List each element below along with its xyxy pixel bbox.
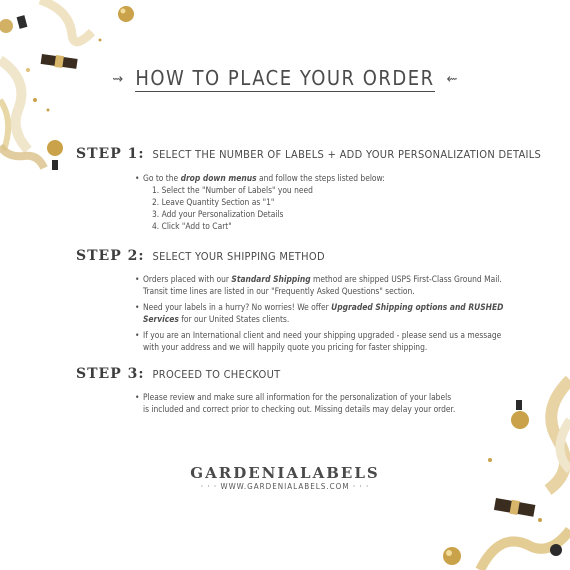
step-heading: SELECT THE NUMBER OF LABELS + ADD YOUR PERSONALIZATION DETAILS [152,148,542,161]
step-label: STEP 1: [76,146,145,162]
gold-ornament-icon [118,6,134,22]
step-1-header [76,146,541,162]
confetti-icon [17,15,28,29]
step-3-header [76,366,280,382]
list-item: • Need your labels in a hurry? No worries! We offer Upgraded Shipping options and RUSHED [135,302,504,312]
step-heading: SELECT YOUR SHIPPING METHOD [152,250,325,263]
substep-item: 4. Click "Add to Cart" [152,221,232,231]
list-item-continuation: Transit time lines are listed in our "Frequently Asked Questions" section. [143,286,415,296]
step-1-body [133,172,518,232]
brand-url[interactable]: · · · WWW.GARDENIALABELS.COM · · · [200,482,370,491]
page-header [0,66,570,92]
gold-ornament-icon [47,140,63,156]
substep-item: 3. Add your Personalization Details [152,209,284,219]
gold-ornament-icon [443,547,461,565]
ribbon-bow-icon [494,497,536,518]
page-title: HOW TO PLACE YOUR ORDER [135,66,435,90]
substep-item: 2. Leave Quantity Section as "1" [152,197,275,207]
list-item: • Orders placed with our Standard Shipping method are shipped USPS First-Class Ground Mail. [135,274,502,284]
list-item-continuation: with your address and we will happily quote you pricing for faster shipping. [143,342,428,352]
confetti-icon [40,0,92,42]
step-label: STEP 2: [76,248,145,264]
brand-name: GARDENIALABELS [190,464,380,482]
step-2-body [133,273,518,353]
list-item: • Please review and make sure all information for the personalization of your labels [135,392,452,402]
brand-logo [0,464,570,491]
arrow-left-icon: ⇜ [446,71,458,87]
step-3-body [133,391,518,415]
step-2-header [76,248,325,264]
step-heading: PROCEED TO CHECKOUT [152,368,281,381]
gold-ornament-icon [0,19,13,33]
step-label: STEP 3: [76,366,145,382]
list-item: • Go to the drop down menus and follow the steps listed below: [135,173,385,183]
substep-item: 1. Select the "Number of Labels" you need [152,185,313,195]
arrow-right-icon: ⇝ [112,71,124,87]
list-item-continuation: Services for our United States clients. [143,314,290,324]
list-item: • If you are an International client and need your shipping upgraded - please send us a message [135,330,502,340]
list-item-continuation: is included and correct prior to checking out. Missing details may delay your order. [143,404,456,414]
